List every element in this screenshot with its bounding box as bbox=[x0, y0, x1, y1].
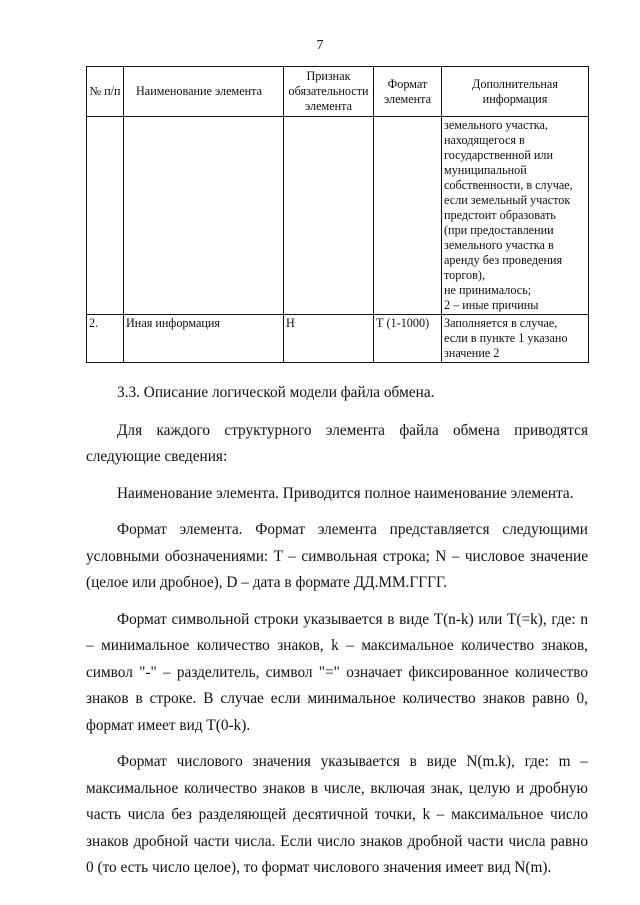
info-line: земельного участка в bbox=[444, 238, 554, 252]
header-element-name: Наименование элемента bbox=[124, 67, 284, 117]
table-row bbox=[87, 315, 589, 363]
cell-additional-info bbox=[442, 117, 589, 315]
cell-number bbox=[87, 117, 124, 315]
info-line: торгов), bbox=[444, 268, 486, 282]
section-heading: 3.3. Описание логической модели файла обмена. bbox=[117, 384, 435, 401]
cell-additional-info bbox=[442, 315, 589, 363]
cell-format bbox=[374, 117, 442, 315]
cell-name: Иная информация bbox=[124, 315, 284, 363]
paragraph-element-name: Наименование элемента. Приводится полное наименование элемента. bbox=[117, 484, 574, 502]
paragraph-element-format: Формат элемента. Формат элемента представляется следующими условными обозначениями: Т – символьная строка; N – числовое значение (целое или дробное), D – дата в формате ДД.ММ.ГГГГ. bbox=[86, 521, 588, 591]
cell-name bbox=[124, 117, 284, 315]
header-element-format: Формат элемента bbox=[374, 67, 442, 117]
info-line: не принималось; bbox=[444, 283, 532, 297]
cell-required bbox=[284, 117, 374, 315]
info-line: Заполняется в случае, bbox=[444, 316, 558, 330]
paragraph-intro: Для каждого структурного элемента файла обмена приводятся следующие сведения: bbox=[86, 421, 588, 465]
header-number: № п/п bbox=[87, 67, 124, 117]
paragraph-number-format: Формат числового значения указывается в виде N(m.k), где: m – максимальное количество знаков в числе, включая знак, целую и дробную часть числа без разделяющей десятичной точки, k – максимальное число знаков дробной части числа. Если число знаков дробной части числа равно 0 (то есть число целое), то формат числового значения имеет вид N(m). bbox=[86, 753, 588, 876]
elements-table bbox=[86, 66, 589, 363]
info-line: аренду без проведения bbox=[444, 253, 563, 267]
paragraph-string-format: Формат символьной строки указывается в виде Т(n-k) или Т(=k), где: n – минимальное количество знаков, k – максимальное количество знаков, символ "-" – разделитель, символ "=" означает фиксированное количество знаков в строке. В случае если минимальное количество знаков равно 0, формат имеет вид Т(0-k). bbox=[86, 610, 588, 734]
header-additional-info: Дополнительная информация bbox=[442, 67, 589, 117]
info-line: (при предоставлении bbox=[444, 223, 554, 237]
page-number: 7 bbox=[316, 38, 324, 53]
info-line: государственной или bbox=[444, 148, 554, 162]
info-line: земельного участка, bbox=[444, 118, 548, 132]
cell-required: Н bbox=[284, 315, 374, 363]
table-row-continuation bbox=[87, 117, 589, 315]
header-required-flag: Признак обязательности элемента bbox=[284, 67, 374, 117]
info-line: 2 – иные причины bbox=[444, 298, 539, 312]
info-line: если в пункте 1 указано bbox=[444, 331, 568, 345]
info-line: значение 2 bbox=[444, 346, 500, 360]
info-line: собственности, в случае, bbox=[444, 178, 573, 192]
info-line: если земельный участок bbox=[444, 193, 571, 207]
cell-format: Т (1-1000) bbox=[374, 315, 442, 363]
body-text bbox=[86, 380, 588, 892]
cell-number: 2. bbox=[87, 315, 124, 363]
info-line: находящегося в bbox=[444, 133, 525, 147]
info-line: предстоит образовать bbox=[444, 208, 556, 222]
info-line: муниципальной bbox=[444, 163, 527, 177]
table-header-row bbox=[87, 67, 589, 117]
